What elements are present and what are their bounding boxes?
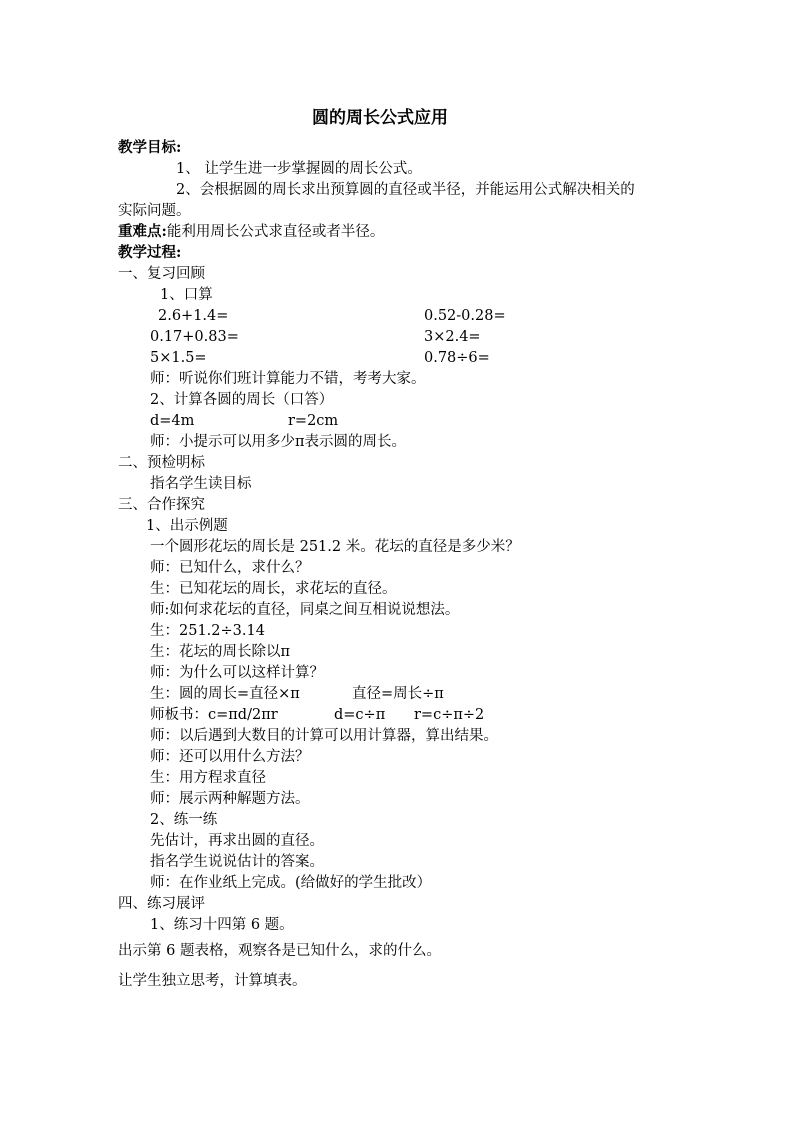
calc-item: 3×2.4= bbox=[424, 329, 481, 345]
example-problem: 一个圆形花坛的周长是 251.2 米。花坛的直径是多少米？ bbox=[150, 539, 520, 555]
teacher-note-2: 师：小提示可以用多少π表示圆的周长。 bbox=[150, 434, 407, 450]
section-3-heading: 三、合作探究 bbox=[118, 497, 205, 513]
section-4-text-1: 出示第 6 题表格，观察各是已知什么，求的什么。 bbox=[118, 943, 441, 959]
diameter-value: d=4m bbox=[150, 413, 195, 429]
board-formula-r: r=c÷π÷2 bbox=[414, 707, 485, 723]
page-title: 圆的周长公式应用 bbox=[312, 108, 448, 128]
section-1-item-1: 1、口算 bbox=[160, 287, 213, 303]
formula-diameter: 直径=周长÷π bbox=[352, 686, 444, 702]
dialogue-line: 师:如何求花坛的直径，同桌之间互相说说想法。 bbox=[150, 602, 460, 618]
dialogue-line: 生：251.2÷3.14 bbox=[150, 623, 265, 639]
calc-item: 0.17+0.83= bbox=[150, 329, 239, 345]
board-writing: 师板书：c=πd/2πr bbox=[150, 707, 278, 723]
section-3-item-1: 1、出示例题 bbox=[146, 518, 228, 534]
section-4-item-1: 1、练习十四第 6 题。 bbox=[150, 917, 294, 933]
dialogue-line: 师：以后遇到大数目的计算可以用计算器，算出结果。 bbox=[150, 728, 498, 744]
section-4-heading: 四、练习展评 bbox=[118, 896, 205, 912]
dialogue-line: 生：花坛的周长除以π bbox=[150, 644, 291, 660]
practice-line: 师：在作业纸上完成。(给做好的学生批改） bbox=[150, 875, 432, 891]
key-points-text: 能利用周长公式求直径或者半径。 bbox=[166, 224, 385, 240]
dialogue-line: 生：用方程求直径 bbox=[150, 770, 266, 786]
goal-2-line-2: 实际问题。 bbox=[118, 203, 191, 219]
section-2-heading: 二、预检明标 bbox=[118, 455, 205, 471]
calc-item: 0.52-0.28= bbox=[424, 308, 506, 324]
dialogue-line: 生：圆的周长=直径×π bbox=[150, 686, 300, 702]
dialogue-line: 师：已知什么，求什么？ bbox=[150, 560, 310, 576]
process-heading: 教学过程: bbox=[118, 244, 182, 261]
section-1-heading: 一、复习回顾 bbox=[118, 266, 205, 282]
calc-item: 5×1.5= bbox=[150, 350, 207, 366]
dialogue-line: 师：还可以用什么方法？ bbox=[150, 749, 310, 765]
teacher-note-1: 师：听说你们班计算能力不错，考考大家。 bbox=[150, 371, 426, 387]
key-points-label: 重难点: bbox=[118, 223, 167, 240]
practice-line: 先估计，再求出圆的直径。 bbox=[150, 833, 324, 849]
section-2-text: 指名学生读目标 bbox=[150, 476, 252, 492]
dialogue-line: 生：已知花坛的周长，求花坛的直径。 bbox=[150, 581, 397, 597]
section-4-text-2: 让学生独立思考，计算填表。 bbox=[118, 973, 307, 989]
radius-value: r=2cm bbox=[288, 413, 339, 429]
goal-2-line-1: 2、会根据圆的周长求出预算圆的直径或半径，并能运用公式解决相关的 bbox=[176, 182, 635, 198]
calc-item: 2.6+1.4= bbox=[158, 308, 229, 324]
goals-heading: 教学目标: bbox=[118, 139, 182, 156]
calc-item: 0.78÷6= bbox=[424, 350, 490, 366]
goal-1: 1、 让学生进一步掌握圆的周长公式。 bbox=[176, 161, 422, 177]
section-1-item-2: 2、计算各圆的周长（口答） bbox=[150, 392, 334, 408]
key-points bbox=[118, 222, 384, 242]
board-formula-d: d=c÷π bbox=[334, 707, 386, 723]
dialogue-line: 师：展示两种解题方法。 bbox=[150, 791, 310, 807]
section-3-item-2: 2、练一练 bbox=[150, 812, 218, 828]
practice-line: 指名学生说说估计的答案。 bbox=[150, 854, 324, 870]
dialogue-line: 师：为什么可以这样计算？ bbox=[150, 665, 324, 681]
